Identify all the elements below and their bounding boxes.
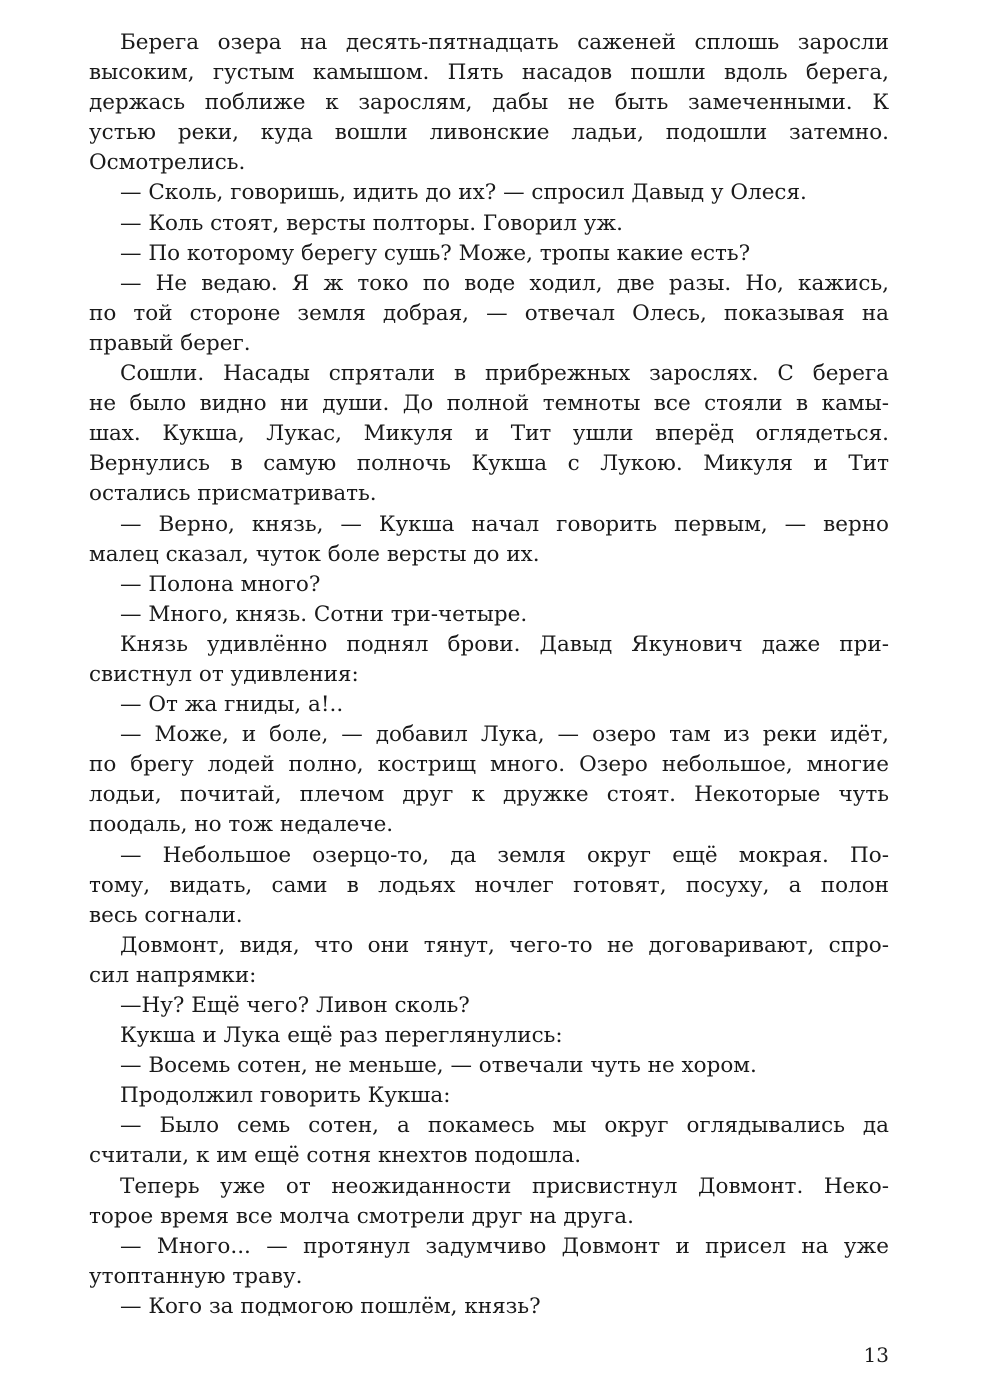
text-line: держась поближе к зарослям, дабы не быть замеченными. К: [89, 90, 889, 116]
text-line: правый берег.: [89, 330, 251, 356]
paragraph: [89, 1292, 889, 1322]
paragraph: [89, 991, 889, 1021]
text-line: Вернулись в самую полночь Кукша с Лукою. Микуля и Тит: [89, 451, 889, 477]
text-line: сил напрямки:: [89, 962, 257, 988]
text-line: не было видно ни души. До полной темноты все стояли в камы-: [89, 391, 889, 417]
paragraph: [89, 1232, 889, 1292]
text-line: — Верно, князь, — Кукша начал говорить первым, — верно: [120, 511, 889, 537]
text-line: устью реки, куда вошли ливонские ладьи, подошли затемно.: [89, 120, 889, 146]
text-line: — Коль стоят, версты полторы. Говорил уж.: [120, 210, 623, 236]
text-line: поодаль, но тож недалече.: [89, 812, 394, 838]
text-line: по той стороне земля добрая, — отвечал Олесь, показывая на: [89, 300, 889, 326]
text-line: по брегу лодей полно, кострищ много. Озеро небольшое, многие: [89, 752, 889, 778]
paragraph: [89, 178, 889, 208]
paragraph: [89, 359, 889, 509]
text-line: — Не ведаю. Я ж токо по воде ходил, две разы. Но, кажись,: [120, 270, 889, 296]
text-line: Довмонт, видя, что они тянут, чего-то не договаривают, спро-: [120, 932, 889, 958]
text-line: — От жа гниды, а!..: [120, 692, 344, 718]
text-line: шах. Кукша, Лукас, Микуля и Тит ушли вперёд оглядеться.: [89, 421, 889, 447]
paragraph: [89, 600, 889, 630]
text-line: высоким, густым камышом. Пять насадов пошли вдоль берега,: [89, 60, 889, 86]
text-line: Теперь уже от неожиданности присвистнул Довмонт. Неко-: [120, 1173, 889, 1199]
paragraph: [89, 570, 889, 600]
text-line: — Много, князь. Сотни три-четыре.: [120, 601, 528, 627]
paragraph: [89, 931, 889, 991]
page-body: [89, 28, 889, 1322]
paragraph: [89, 239, 889, 269]
text-line: — Сколь, говоришь, идить до их? — спросил Давыд у Олеся.: [120, 180, 807, 206]
text-line: считали, к им ещё сотня кнехтов подошла.: [89, 1143, 582, 1169]
paragraph: [89, 1081, 889, 1111]
text-line: — Може, и боле, — добавил Лука, — озеро там из реки идёт,: [120, 722, 889, 748]
text-line: Сошли. Насады спрятали в прибрежных зарослях. С берега: [120, 361, 889, 387]
paragraph: [89, 720, 889, 840]
text-line: — Восемь сотен, не меньше, — отвечали чуть не хором.: [120, 1053, 757, 1079]
text-line: — Много... — протянул задумчиво Довмонт и присел на уже: [120, 1233, 889, 1259]
text-line: малец сказал, чуток боле версты до их.: [89, 541, 540, 567]
paragraph: [89, 630, 889, 690]
text-line: тому, видать, сами в лодьях ночлег готовят, посуху, а полон: [89, 872, 889, 898]
paragraph: [89, 1172, 889, 1232]
text-line: — По которому берегу сушь? Може, тропы какие есть?: [120, 240, 751, 266]
text-line: — Было семь сотен, а покамесь мы округ оглядывались да: [120, 1113, 889, 1139]
text-line: Берега озера на десять-пятнадцать саженей сплошь заросли: [120, 30, 889, 55]
text-line: Осмотрелись.: [89, 150, 246, 176]
paragraph: [89, 1111, 889, 1171]
paragraph: [89, 209, 889, 239]
text-line: утоптанную траву.: [89, 1263, 303, 1289]
page-number: 13: [863, 1343, 889, 1367]
text-line: Продолжил говорить Кукша:: [120, 1083, 451, 1109]
paragraph: [89, 690, 889, 720]
text-line: весь согнали.: [89, 902, 243, 928]
paragraph: [89, 841, 889, 931]
paragraph: [89, 269, 889, 359]
paragraph: [89, 510, 889, 570]
paragraph: [89, 1021, 889, 1051]
text-line: — Кого за подмогою пошлём, князь?: [120, 1293, 541, 1319]
text-line: —Ну? Ещё чего? Ливон сколь?: [120, 993, 470, 1018]
text-line: торое время все молча смотрели друг на друга.: [89, 1203, 634, 1229]
text-line: лодьи, почитай, плечом друг к дружке стоят. Некоторые чуть: [89, 782, 889, 808]
paragraph: [89, 1051, 889, 1081]
text-line: свистнул от удивления:: [89, 661, 359, 687]
paragraph: [89, 28, 889, 178]
text-line: — Небольшое озерцо-то, да земля округ ещё мокрая. По-: [120, 842, 889, 868]
text-line: — Полона много?: [120, 571, 321, 597]
text-line: остались присматривать.: [89, 481, 377, 507]
text-line: Кукша и Лука ещё раз переглянулись:: [120, 1023, 563, 1049]
text-line: Князь удивлённо поднял брови. Давыд Якунович даже при-: [120, 631, 889, 657]
